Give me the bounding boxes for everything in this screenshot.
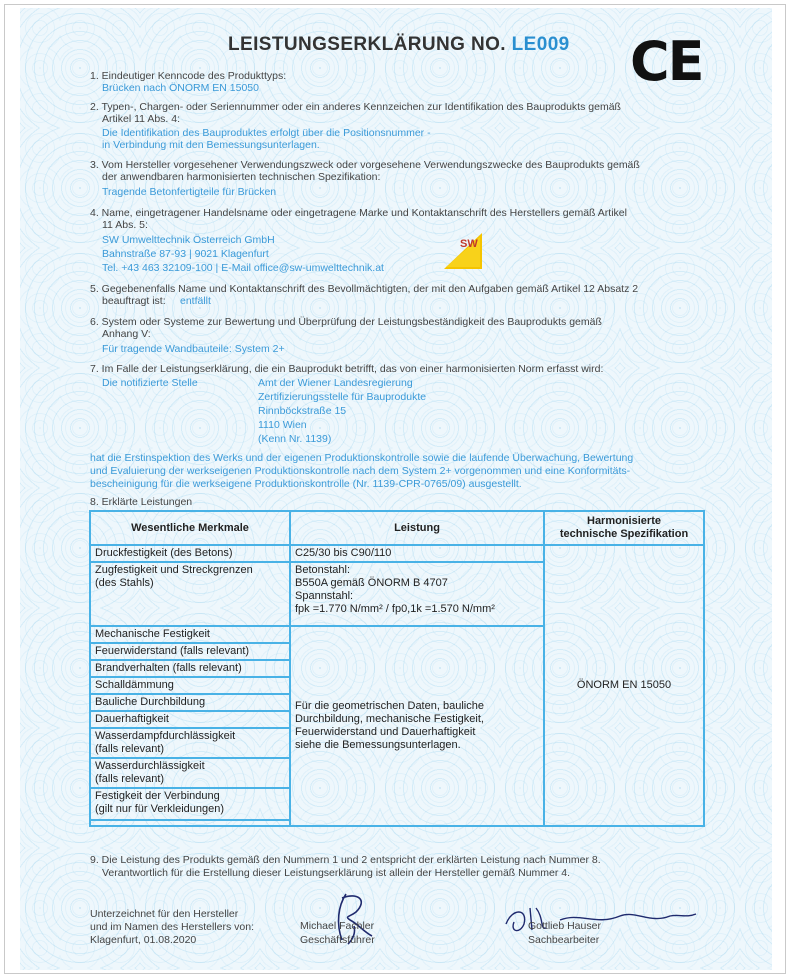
- section-7-text-3: bescheinigung für die werkseigene Produktionskontrolle (Nr. 1139-CPR-0765/09) ausgestellt.: [90, 478, 522, 490]
- section-9-line-2: Verantwortlich für die Erstellung dieser Leistungserklärung ist allein der Hersteller gemäß Nummer 4.: [102, 867, 571, 879]
- section-6-value: Für tragende Wandbauteile: System 2+: [102, 343, 285, 355]
- title-text: LEISTUNGSERKLÄRUNG NO.: [228, 34, 506, 55]
- manufacturer-name: SW Umwelttechnik Österreich GmbH: [102, 234, 275, 246]
- signatory-2-role: Sachbearbeiter: [528, 934, 600, 946]
- notified-body-line-2: Zertifizierungsstelle für Bauprodukte: [258, 391, 427, 403]
- declaration-code: LE009: [511, 34, 570, 55]
- section-1-label: 1. Eindeutiger Kenncode des Produkttyps:: [90, 70, 287, 82]
- characteristic-cell: Zugfestigkeit und Streckgrenzen (des Stahls): [90, 562, 290, 626]
- section-5-value: entfällt: [180, 295, 211, 307]
- section-7-text-1: hat die Erstinspektion des Werks und der eigenen Produktionskontrolle sowie die laufende Überwachung, Bewertung: [90, 452, 634, 464]
- section-5-label-2: beauftragt ist:: [102, 295, 166, 307]
- signed-for-line-1: Unterzeichnet für den Hersteller: [90, 908, 239, 920]
- section-8-label: 8. Erklärte Leistungen: [90, 496, 193, 508]
- document-title: [228, 34, 570, 56]
- performance-cell: C25/30 bis C90/110: [290, 545, 544, 562]
- section-1-value: Brücken nach ÖNORM EN 15050: [102, 82, 259, 94]
- characteristic-cell: Schalldämmung: [90, 677, 290, 694]
- notified-body-line-4: 1110 Wien: [258, 419, 307, 431]
- section-6-label-1: 6. System oder Systeme zur Bewertung und Überprüfung der Leistungsbeständigkeit des Bauprodukts gemäß: [90, 316, 602, 328]
- signatory-1-name: Michael Fachler: [300, 920, 375, 932]
- section-3-value: Tragende Betonfertigteile für Brücken: [102, 186, 277, 198]
- characteristic-cell: Druckfestigkeit (des Betons): [90, 545, 290, 562]
- characteristic-cell: Brandverhalten (falls relevant): [90, 660, 290, 677]
- section-3-label-1: 3. Vom Hersteller vorgesehener Verwendungszweck oder vorgesehene Verwendungszwecke des Bauprodukts gemäß: [90, 159, 640, 171]
- table-row: [90, 545, 704, 562]
- section-2-label-1: 2. Typen-, Chargen- oder Seriennummer oder ein anderes Kennzeichen zur Identifikation des Bauprodukts gemäß: [90, 101, 621, 113]
- specification-cell: ÖNORM EN 15050: [544, 545, 704, 826]
- characteristic-cell: Mechanische Festigkeit: [90, 626, 290, 643]
- section-2-label-2: Artikel 11 Abs. 4:: [102, 113, 181, 125]
- section-7-text-2: und Evaluierung der werkseigenen Produktionskontrolle nach dem System 2+ vorgenommen und eine Konformitäts-: [90, 465, 631, 477]
- characteristic-cell: Wasserdampfdurchlässigkeit (falls relevant): [90, 728, 290, 758]
- performance-table: [89, 510, 705, 827]
- header-specification: Harmonisierte technische Spezifikation: [544, 511, 704, 545]
- signed-for-line-2: und im Namen des Herstellers von:: [90, 921, 254, 933]
- signatory-1-role: Geschäftsführer: [300, 934, 375, 946]
- section-4-label-1: 4. Name, eingetragener Handelsname oder eingetragene Marke und Kontaktanschrift des Herstellers gemäß Artikel: [90, 207, 627, 219]
- notified-body-line-5: (Kenn Nr. 1139): [258, 433, 332, 445]
- ce-mark: CE: [630, 30, 703, 93]
- signatory-2-name: Gottlieb Hauser: [528, 920, 601, 932]
- header-performance: Leistung: [290, 511, 544, 545]
- performance-cell-general: Für die geometrischen Daten, bauliche Durchbildung, mechanische Festigkeit, Feuerwiderstand und Dauerhaftigkeit siehe die Bemessungsunterlagen.: [290, 626, 544, 826]
- characteristic-cell: Dauerhaftigkeit: [90, 711, 290, 728]
- section-2-value-1: Die Identifikation des Bauproduktes erfolgt über die Positionsnummer -: [102, 127, 431, 139]
- notified-body-label: Die notifizierte Stelle: [102, 377, 198, 389]
- characteristic-cell: Feuerwiderstand (falls relevant): [90, 643, 290, 660]
- manufacturer-contact: Tel. +43 463 32109-100 | E-Mail office@sw-umwelttechnik.at: [102, 262, 384, 274]
- sw-logo-text: SW: [460, 238, 478, 250]
- manufacturer-address: Bahnstraße 87-93 | 9021 Klagenfurt: [102, 248, 269, 260]
- sw-logo: [444, 233, 482, 269]
- notified-body-line-3: Rinnböckstraße 15: [258, 405, 347, 417]
- table-header-row: [90, 511, 704, 545]
- characteristic-cell: Bauliche Durchbildung: [90, 694, 290, 711]
- section-5-label-1: 5. Gegebenenfalls Name und Kontaktanschrift des Bevollmächtigten, der mit den Aufgaben gemäß Artikel 12 Absatz 2: [90, 283, 639, 295]
- section-7-label: 7. Im Falle der Leistungserklärung, die ein Bauprodukt betrifft, das von einer harmonisierten Norm erfasst wird:: [90, 363, 604, 375]
- place-date: Klagenfurt, 01.08.2020: [90, 934, 197, 946]
- characteristic-cell: Wasserdurchlässigkeit (falls relevant): [90, 758, 290, 788]
- notified-body-line-1: Amt der Wiener Landesregierung: [258, 377, 413, 389]
- section-9-line-1: 9. Die Leistung des Produkts gemäß den Nummern 1 und 2 entspricht der erklärten Leistung nach Nummer 8.: [90, 854, 601, 866]
- performance-cell: Betonstahl: B550A gemäß ÖNORM B 4707 Spannstahl: fpk =1.770 N/mm² / fp0,1k =1.570 N/mm²: [290, 562, 544, 626]
- characteristic-cell: Festigkeit der Verbindung (gilt nur für Verkleidungen): [90, 788, 290, 820]
- section-3-label-2: der anwendbaren harmonisierten technischen Spezifikation:: [102, 171, 381, 183]
- section-2-value-2: in Verbindung mit den Bemessungsunterlagen.: [102, 139, 320, 151]
- section-6-label-2: Anhang V:: [102, 328, 151, 340]
- section-4-label-2: 11 Abs. 5:: [102, 219, 148, 231]
- header-characteristics: Wesentliche Merkmale: [90, 511, 290, 545]
